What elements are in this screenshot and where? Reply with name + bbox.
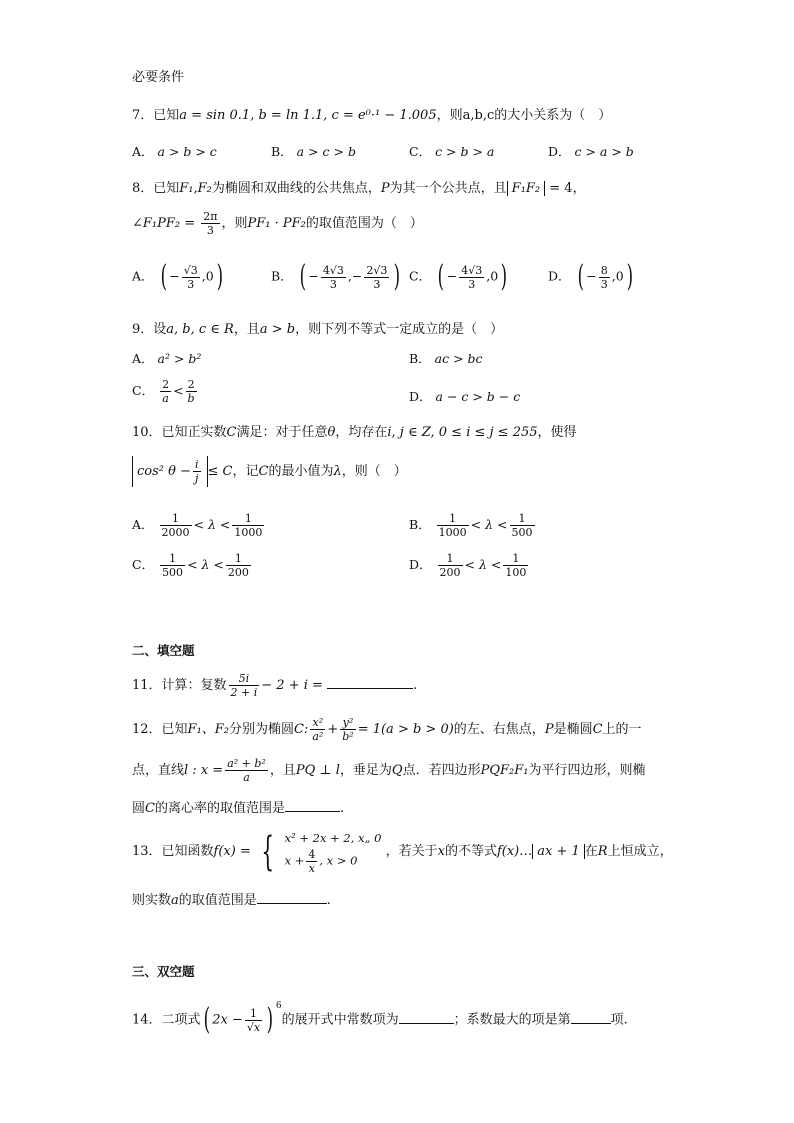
q10-text3: ，记: [232, 464, 259, 479]
frac-num: 1: [245, 1007, 262, 1021]
q10-text: 满足：对于任意: [236, 425, 328, 440]
lambda: λ: [485, 517, 494, 532]
q10-text2: ，均存在: [335, 425, 388, 440]
frac-num: 2√3: [366, 263, 388, 277]
section-heading-double-blank: 三、双空题: [132, 964, 195, 979]
q13-frac: [306, 848, 317, 875]
frac-den: 3: [187, 277, 195, 291]
q10-abs: [132, 456, 208, 487]
q12-frac-l: [225, 757, 268, 784]
q10-frac: [193, 458, 201, 485]
q13-r: R: [597, 844, 608, 859]
question-8-stem-line1: [132, 177, 586, 196]
frac-num: 1: [510, 512, 535, 526]
q14-paren-a: 2x −: [212, 1012, 243, 1028]
frac-num: 1: [160, 512, 192, 526]
q10-cos: cos² θ −: [137, 464, 191, 479]
option-label: B．: [409, 351, 431, 366]
frac-num: 1: [503, 552, 528, 566]
q13-case2b: , x > 0: [319, 853, 358, 868]
frac-num: 2: [186, 378, 197, 392]
question-7-stem: [132, 104, 611, 123]
q12-line-l: l : x =: [184, 763, 224, 778]
q12-p: P: [544, 722, 554, 737]
q10-option-d[interactable]: D． $\frac{1}{200}$ < λ < $\frac{1}{100}$: [409, 552, 527, 579]
question-8-stem-line2: [132, 210, 423, 237]
option-label: C．: [409, 268, 432, 284]
q12-c2: C: [592, 722, 603, 737]
q12-text4: 点．若四边形: [402, 763, 481, 778]
q9-option-b[interactable]: [409, 349, 483, 367]
option-label: D．: [409, 557, 432, 572]
q11-frac: [229, 672, 260, 699]
frac-num: 1: [226, 552, 251, 566]
frac-num: i: [194, 458, 199, 471]
left-paren: (: [299, 259, 306, 294]
option-text: a > c > b: [296, 144, 356, 159]
q12-frac-y: [340, 716, 355, 743]
frac-den: 3: [206, 224, 214, 237]
q7-option-d[interactable]: [548, 142, 634, 160]
q7-option-b[interactable]: [271, 142, 356, 160]
option-text: a − c > b − c: [435, 389, 521, 404]
q9-option-a[interactable]: [132, 349, 201, 367]
q8-p: P: [380, 181, 390, 196]
q8-text3: ，则: [221, 216, 248, 231]
q8-angle: ∠F₁PF₂ =: [132, 216, 196, 231]
q13-ineq: f(x)…: [496, 844, 533, 859]
q10-text4: 的最小值为: [268, 464, 334, 479]
frac-num: 2: [162, 378, 170, 391]
q13-a: a: [171, 893, 179, 908]
q10-after: ≤ C: [207, 464, 233, 479]
option-frac: [160, 552, 185, 579]
left-paren: (: [577, 259, 584, 294]
option-frac: [321, 264, 346, 291]
q12-end5: .: [339, 801, 345, 816]
frac-num: a² + b²: [227, 757, 266, 770]
q12-perp: PQ ⊥ l: [295, 763, 340, 778]
q12-quad: PQF₂F₁: [480, 763, 529, 778]
q13-abs: ax + 1: [532, 844, 585, 859]
q9-option-c[interactable]: C． $\frac{2}{a}$ < $\frac{2}{b}$: [132, 378, 195, 405]
q14-prefix: 14．二项式: [132, 1012, 201, 1028]
plus-sign: +: [327, 722, 339, 737]
q13-line2: 则实数: [132, 893, 172, 908]
q8-abs: F₁F₂: [507, 181, 545, 196]
option-label: D．: [409, 389, 432, 404]
q8-text: 为椭圆和双曲线的公共焦点，: [211, 181, 381, 196]
q10-c2: C: [258, 464, 269, 479]
q9-prefix: 9．设: [132, 322, 167, 337]
frac-num: 4√3: [461, 263, 483, 277]
option-label: A．: [132, 351, 154, 366]
frac-den: 500: [511, 526, 533, 539]
frac-den: 100: [505, 566, 527, 579]
question-11: [132, 672, 417, 699]
option-label: D．: [548, 144, 571, 159]
frac-num: 5i: [229, 672, 260, 686]
q12-end2: 是椭圆: [553, 722, 593, 737]
frac-num: x²: [310, 716, 325, 730]
q10-prefix: 10．已知正实数: [132, 425, 227, 440]
q12-end4: 为平行四边形，则椭: [528, 763, 646, 778]
q14-frac: [245, 1007, 262, 1034]
q7-prefix: 7．已知: [132, 108, 180, 123]
q8-foci: F₁,F₂: [179, 181, 212, 196]
frac-den: 2000: [161, 526, 190, 539]
q11-tail: − 2 + i =: [261, 678, 323, 693]
left-paren: (: [437, 259, 445, 294]
option-tail: ,0: [611, 268, 624, 284]
option-frac: [364, 264, 389, 291]
frac-den: 3: [373, 277, 381, 291]
q12-text3: ，垂足为: [339, 763, 392, 778]
frac-den: j: [195, 472, 199, 485]
right-paren: ): [266, 1002, 274, 1037]
right-paren: ): [393, 259, 401, 294]
frac-num: 4√3: [322, 263, 344, 277]
q13-text2: 的不等式: [444, 844, 497, 859]
frac-num: 1: [232, 512, 264, 526]
q8-option-b[interactable]: B． ( − $\frac{4√3}{3}$ ,− $\frac{2√3}{3}$ ): [271, 259, 401, 294]
question-12-line2: [132, 757, 646, 784]
option-text: a² > b²: [157, 351, 202, 366]
answer-blank[interactable]: [327, 687, 413, 689]
frac-num: 1: [438, 552, 463, 566]
q13-fx: f(x) =: [213, 844, 251, 859]
option-text: ac > bc: [434, 351, 483, 366]
option-label: D．: [548, 268, 571, 284]
q10-cond: i, j ∈ Z, 0 ≤ i ≤ j ≤ 255: [387, 425, 538, 440]
q12-text5: 的离心率的取值范围是: [154, 801, 285, 816]
frac-den: √x: [246, 1020, 261, 1034]
q12-prefix2: 点，直线: [132, 763, 185, 778]
q9-option-d[interactable]: [409, 387, 520, 405]
right-paren: ): [216, 259, 223, 294]
q13-case2a: x +: [284, 853, 305, 868]
section-heading-fill-in: 二、填空题: [132, 643, 195, 658]
lambda: λ: [478, 557, 487, 572]
frac-den: 2 + i: [230, 686, 258, 699]
q13-case1: x² + 2x + 2, x„ 0: [284, 831, 382, 845]
question-13-line2: [132, 889, 331, 908]
option-tail: ,0: [486, 268, 499, 284]
option-frac: [503, 552, 528, 579]
q10-end2: ，则（ ）: [341, 464, 407, 479]
q14-text: 的展开式中常数项为: [281, 1012, 399, 1028]
q8-vectors: PF₁ · PF₂: [247, 216, 306, 231]
option-label: C．: [409, 144, 432, 159]
q12-prefix: 12．已知: [132, 722, 188, 737]
frac-den: b²: [342, 730, 354, 743]
option-frac: [182, 264, 200, 291]
q10-c: C: [226, 425, 237, 440]
frac-den: a: [162, 392, 169, 405]
frac-num: 1: [160, 552, 185, 566]
q9-mid: ，且: [233, 322, 260, 337]
q13-text4: 上恒成立，: [607, 844, 673, 859]
option-label: A．: [132, 144, 154, 159]
answer-blank-1[interactable]: [399, 1022, 454, 1024]
question-9-stem: [132, 318, 503, 337]
top-line: 必要条件: [132, 70, 185, 85]
frac-den: b: [187, 392, 195, 405]
lambda: λ: [201, 557, 210, 572]
q10-option-b[interactable]: B． $\frac{1}{1000}$ < λ < $\frac{1}{500}$: [409, 512, 533, 539]
option-label: B．: [409, 517, 431, 532]
question-14: [132, 1001, 628, 1037]
q10-theta: θ: [327, 425, 336, 440]
q12-end3: 上的一: [602, 722, 642, 737]
frac-den: 1000: [234, 526, 263, 539]
frac-num: 2π: [203, 210, 218, 223]
option-frac: [232, 512, 264, 539]
q8-angle-frac: [201, 210, 219, 237]
left-brace: {: [261, 828, 275, 875]
q8-option-d[interactable]: D． ( − $\frac{8}{3}$ ,0): [548, 259, 633, 294]
minus-sign: −: [169, 268, 180, 284]
option-label: A．: [132, 268, 154, 284]
question-12-line1: [132, 716, 642, 743]
q13-cases: [285, 828, 382, 875]
q7-expr: a = sin 0.1, b = ln 1.1, c = e⁰·¹ − 1.005: [179, 108, 437, 123]
frac-den: 3: [600, 277, 608, 291]
right-paren: ): [626, 259, 633, 294]
q12-text2: ，且: [269, 763, 296, 778]
q13-text3: 在: [584, 844, 598, 859]
lambda: λ: [207, 517, 216, 532]
frac-den: 500: [162, 566, 184, 579]
option-text: a > b > c: [157, 144, 217, 159]
frac-num: 8: [600, 263, 608, 277]
q8-end: = 4，: [549, 181, 586, 196]
q13-x: x: [437, 844, 445, 859]
q12-foci: F₁、F₂: [187, 722, 230, 737]
q10-option-c[interactable]: C． $\frac{1}{500}$ < λ < $\frac{1}{200}$: [132, 552, 249, 579]
q12-frac-x: [310, 716, 325, 743]
q10-option-a[interactable]: A． $\frac{1}{2000}$ < λ < $\frac{1}{1000}$: [132, 512, 263, 539]
q7-option-c[interactable]: [409, 142, 494, 160]
q8-prefix: 8．已知: [132, 181, 180, 196]
option-frac: [226, 552, 251, 579]
frac-num: 1: [437, 512, 469, 526]
option-text: c > a > b: [574, 144, 634, 159]
q9-vars: a, b, c ∈ R: [166, 322, 234, 337]
q13-line2-end: 的取值范围是: [178, 893, 257, 908]
frac-den: 200: [227, 566, 249, 579]
frac-num: y²: [340, 716, 355, 730]
q10-end: ，使得: [537, 425, 577, 440]
q9-cond: a > b: [259, 322, 296, 337]
option-frac: [160, 378, 171, 405]
frac-num: √3: [183, 263, 198, 277]
option-label: C．: [132, 383, 155, 398]
option-frac: [459, 264, 484, 291]
frac-den: a²: [312, 730, 324, 743]
q12-prefix3: 圆: [132, 801, 146, 816]
frac-den: x: [308, 862, 315, 875]
frac-den: 200: [439, 566, 461, 579]
q7-suffix: ，则a,b,c的大小关系为（ ）: [436, 108, 612, 123]
frac-num: 4: [308, 848, 316, 861]
frac-den: 3: [468, 277, 476, 291]
q13-case2: [285, 848, 382, 875]
q7-option-a[interactable]: [132, 142, 217, 160]
q12-end: 的左、右焦点，: [453, 722, 545, 737]
question-10-stem-line1: [132, 421, 577, 440]
q11-prefix: 11．计算：复数: [132, 678, 227, 693]
q8-end2: 的取值范围为（ ）: [305, 216, 423, 231]
q14-text2: ；系数最大的项是第: [453, 1012, 571, 1028]
left-paren: (: [203, 1002, 210, 1037]
question-12-line3: [132, 797, 344, 816]
q8-text2: 为其一个公共点，且: [389, 181, 507, 196]
option-frac: [186, 378, 197, 405]
right-paren: ): [500, 259, 508, 294]
option-label: C．: [132, 557, 155, 572]
question-13-line1: [132, 828, 673, 875]
q12-c3: C: [145, 801, 155, 816]
q12-text: 分别为椭圆: [229, 722, 295, 737]
option-frac: [160, 512, 192, 539]
left-paren: (: [160, 259, 167, 294]
option-label: A．: [132, 517, 154, 532]
option-tail: ,0: [201, 268, 214, 284]
answer-blank-2[interactable]: [571, 1022, 611, 1024]
q13-end: .: [326, 893, 331, 908]
q11-end: .: [413, 678, 418, 693]
q8-option-c[interactable]: C． ( − $\frac{4√3}{3}$ ,0): [409, 259, 508, 294]
q12-c: C:: [294, 722, 309, 737]
q13-text: ，若关于: [385, 844, 438, 859]
frac-den: a: [243, 771, 250, 784]
option-frac: [599, 264, 610, 291]
q14-end: 项.: [610, 1012, 628, 1028]
answer-blank[interactable]: [285, 810, 340, 812]
q10-lambda: λ: [333, 464, 342, 479]
option-frac: [437, 512, 469, 539]
q9-end: ，则下列不等式一定成立的是（ ）: [295, 322, 504, 337]
answer-blank[interactable]: [257, 902, 327, 904]
option-label: B．: [271, 268, 293, 284]
frac-den: 1000: [438, 526, 467, 539]
question-10-stem-line2: [132, 456, 407, 487]
option-frac: [510, 512, 535, 539]
option-label: B．: [271, 144, 293, 159]
q13-prefix: 13．已知函数: [132, 844, 214, 859]
q14-exp: 6: [275, 1001, 282, 1012]
option-text: c > b > a: [435, 144, 495, 159]
frac-den: 3: [329, 277, 337, 291]
option-frac: [438, 552, 463, 579]
q12-eq: = 1(a > b > 0): [357, 722, 454, 737]
q8-option-a[interactable]: [132, 259, 225, 294]
q12-q: Q: [391, 763, 403, 778]
